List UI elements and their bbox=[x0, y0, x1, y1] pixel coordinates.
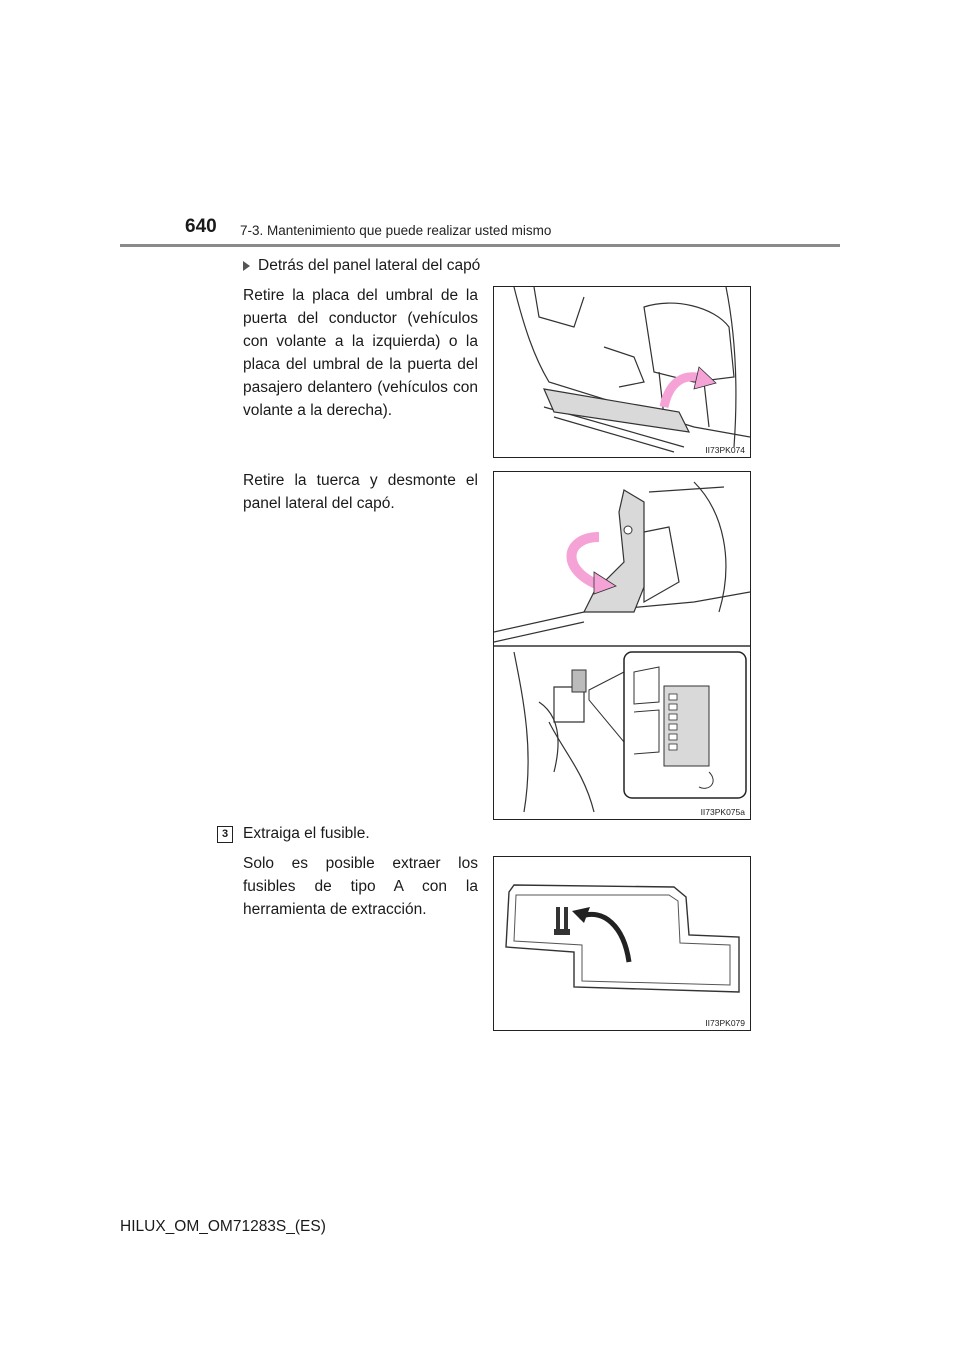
figure-fuse-puller bbox=[493, 856, 751, 1031]
paragraph-sill-plate: Retire la placa del umbral de la puerta del conductor (vehículos con volante a la izquierda) o la placa del umbral de la puerta del pasajero delantero (vehículos con volante a la derecha). bbox=[243, 287, 478, 419]
paragraph-fuse-type: Solo es posible extraer los fusibles de tipo A con la herramienta de extracción. bbox=[243, 855, 478, 918]
subheading bbox=[243, 257, 480, 275]
figure-code: II73PK079 bbox=[705, 1018, 745, 1028]
paragraph-side-panel: Retire la tuerca y desmonte el panel lateral del capó. bbox=[243, 472, 478, 512]
sill-plate-illustration bbox=[494, 287, 750, 457]
triangle-bullet-icon bbox=[243, 261, 250, 271]
step-text: Extraiga el fusible. bbox=[243, 825, 370, 842]
document-id: HILUX_OM_OM71283S_(ES) bbox=[120, 1218, 326, 1235]
header-divider bbox=[120, 244, 840, 247]
side-panel-shape bbox=[584, 490, 644, 612]
step-number-badge: 3 bbox=[217, 826, 233, 843]
side-panel-illustration bbox=[494, 472, 750, 819]
figure-side-panel bbox=[493, 471, 751, 820]
figure-sill-plate bbox=[493, 286, 751, 458]
nut-icon bbox=[624, 526, 632, 534]
fuse-puller-illustration bbox=[494, 857, 750, 1030]
section-title: 7-3. Mantenimiento que puede realizar usted mismo bbox=[240, 223, 552, 238]
figure-code: II73PK075a bbox=[700, 807, 745, 817]
page-number: 640 bbox=[185, 216, 217, 237]
figure-code: II73PK074 bbox=[705, 445, 745, 455]
subheading-text: Detrás del panel lateral del capó bbox=[258, 257, 481, 274]
